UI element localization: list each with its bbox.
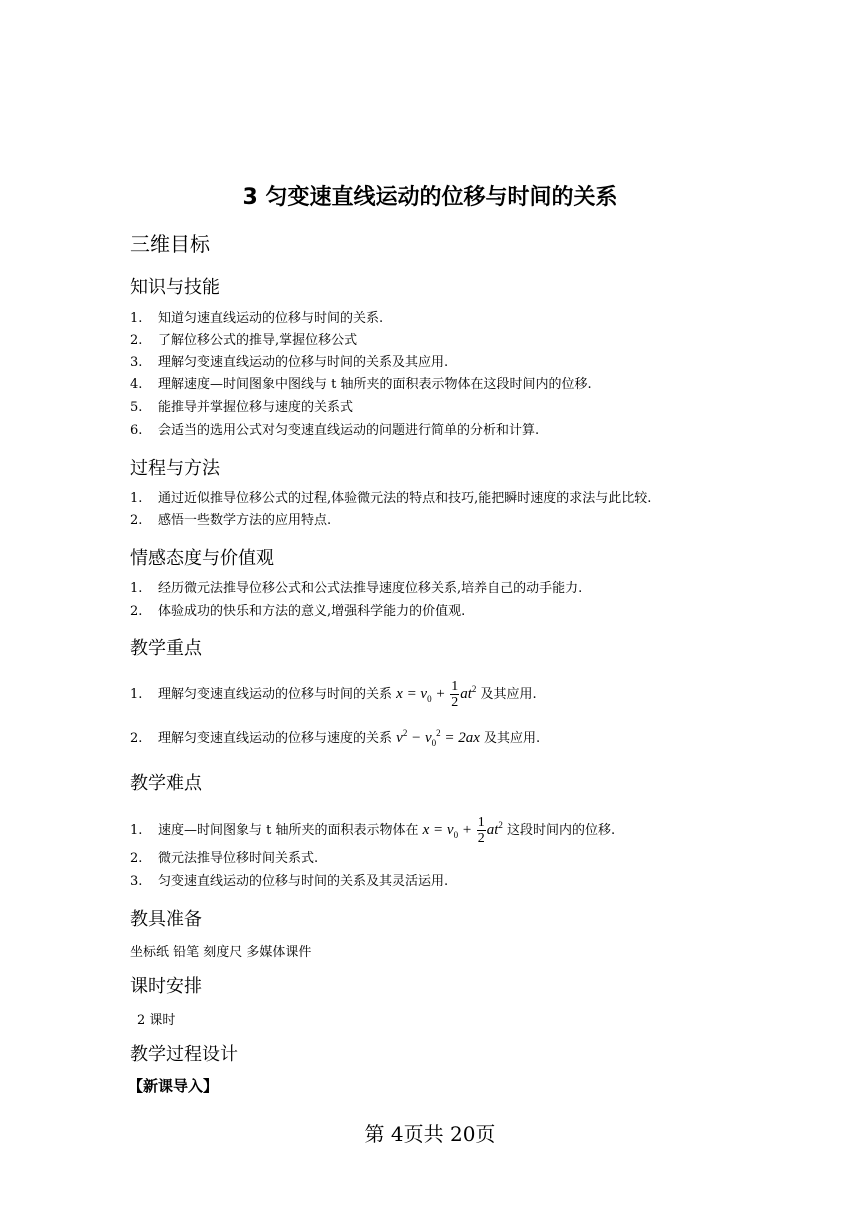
- list-item: 1. 速度—时间图象与 t 轴所夹的面积表示物体在 $x = v_0$ + $\frac{1}{2}$ $at^2$ 这段时间内的位移.: [130, 815, 616, 847]
- list-item: 4. 理解速度—时间图象中图线与 t 轴所夹的面积表示物体在这段时间内的位移.: [130, 377, 592, 392]
- heading-design: 教学过程设计: [130, 1044, 238, 1065]
- heading-knowledge: 知识与技能: [130, 277, 220, 298]
- heading-attitude: 情感态度与价值观: [130, 548, 274, 569]
- schedule-text: 2 课时: [137, 1013, 176, 1028]
- section-heading-goals: 三维目标: [130, 232, 210, 256]
- document-title: 3 匀变速直线运动的位移与时间的关系: [242, 185, 618, 210]
- heading-difficulties: 教学难点: [130, 773, 202, 794]
- list-item: 2. 了解位移公式的推导,掌握位移公式: [130, 333, 358, 348]
- list-item: 1. 经历微元法推导位移公式和公式法推导速度位移关系,培养自己的动手能力.: [130, 581, 583, 596]
- list-item: 6. 会适当的选用公式对匀变速直线运动的问题进行简单的分析和计算.: [130, 423, 540, 438]
- list-item: 2. 理解匀变速直线运动的位移与速度的关系 $v^2 - v_0^2 = 2ax$ 及其应用.: [130, 728, 541, 748]
- list-item: 2. 微元法推导位移时间关系式.: [130, 851, 319, 866]
- formula-velocity-displacement: $v^2 - v_0^2 = 2ax$: [396, 728, 480, 748]
- formula-displacement-time: $x = v_0$ + $\frac{1}{2}$ $at^2$: [422, 815, 503, 847]
- list-item: 2. 感悟一些数学方法的应用特点.: [130, 513, 332, 528]
- list-item: 1. 理解匀变速直线运动的位移与时间的关系 $x = v_0$ + $\frac{1}{2}$ $at^2$ 及其应用.: [130, 679, 537, 711]
- list-item: 3. 理解匀变速直线运动的位移与时间的关系及其应用.: [130, 355, 449, 370]
- tools-text: 坐标纸 铅笔 刻度尺 多媒体课件: [130, 945, 312, 960]
- list-item: 1. 知道匀速直线运动的位移与时间的关系.: [130, 311, 384, 326]
- heading-schedule: 课时安排: [130, 976, 202, 997]
- heading-process: 过程与方法: [130, 458, 220, 479]
- list-item: 3. 匀变速直线运动的位移与时间的关系及其灵活运用.: [130, 874, 449, 889]
- page-footer: 第 4页共 20页: [364, 1122, 496, 1146]
- list-item: 1. 通过近似推导位移公式的过程,体验微元法的特点和技巧,能把瞬时速度的求法与此比较.: [130, 491, 652, 506]
- heading-tools: 教具准备: [130, 909, 202, 930]
- formula-displacement-time: $x = v_0$ + $\frac{1}{2}$ $at^2$: [396, 679, 477, 711]
- list-item: 5. 能推导并掌握位移与速度的关系式: [130, 400, 354, 415]
- subsection-label: 【新课导入】: [128, 1077, 219, 1095]
- heading-key-points: 教学重点: [130, 638, 202, 659]
- list-item: 2. 体验成功的快乐和方法的意义,增强科学能力的价值观.: [130, 604, 466, 619]
